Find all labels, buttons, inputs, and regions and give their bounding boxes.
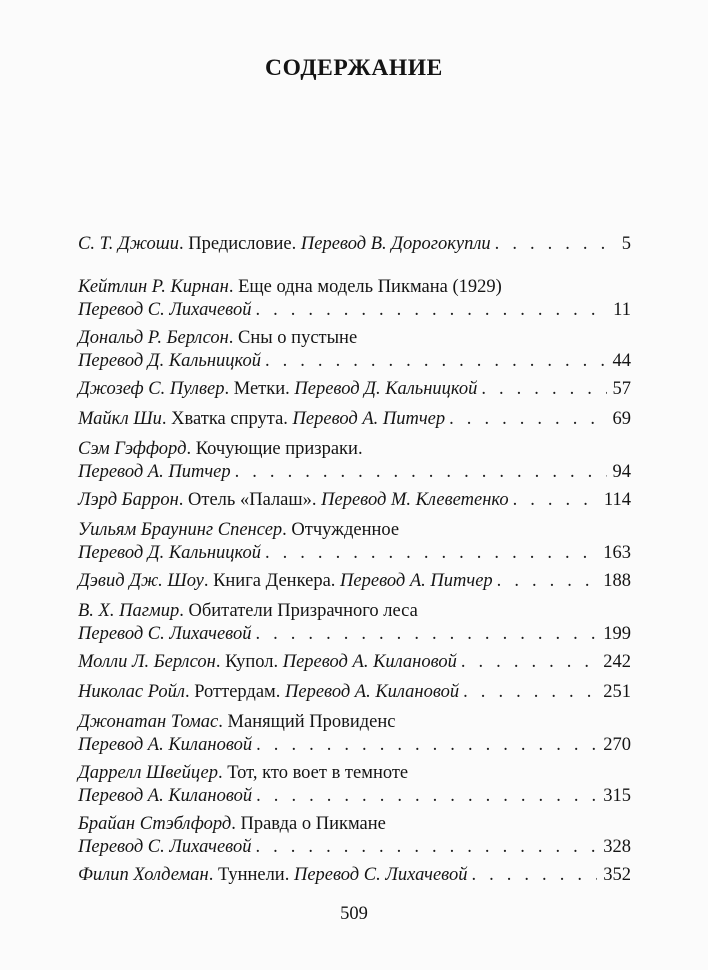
toc-entry: Филип Холдеман . Туннели. Перевод С. Лихачевой . . . 352 (78, 864, 631, 886)
page-number: 509 (340, 904, 368, 924)
dot-leader (463, 681, 597, 703)
entry-author: С. Т. Джоши (78, 234, 179, 254)
dot-leader (255, 623, 597, 645)
page-title: СОДЕРЖАНИЕ (265, 55, 443, 81)
entry-title: Отель «Палаш». (188, 490, 317, 510)
dot-leader (255, 836, 597, 858)
entry-translator: Перевод А. Килановой (285, 682, 460, 702)
dot-leader (256, 734, 597, 756)
entry-translator: Перевод А. Килановой (78, 735, 253, 755)
entry-author: Молли Л. Берлсон (78, 652, 216, 672)
entry-author: Лэрд Баррон (78, 490, 179, 510)
toc-entry: Кейтлин Р. Кирнан . Еще одна модель Пикмана (1929) Перевод С. Лихачевой . . . 11 (78, 276, 631, 321)
dot-leader (449, 408, 606, 430)
dot-leader (256, 785, 597, 807)
entry-translator: Перевод А. Килановой (282, 652, 457, 672)
toc-entry: Даррелл Швейцер . Тот, кто воет в темноте Перевод А. Килановой . . . 315 (78, 762, 631, 807)
dot-leader (265, 542, 597, 564)
entry-translator: Перевод А. Питчер (78, 462, 231, 482)
entry-title: Хватка спрута. (171, 409, 288, 429)
entry-page: 251 (603, 682, 631, 702)
toc-entry: Дэвид Дж. Шоу . Книга Денкера. Перевод А. Питчер . . . 188 (78, 570, 631, 592)
entry-page: 44 (612, 351, 631, 371)
entry-author: Даррелл Швейцер (78, 763, 218, 783)
entry-page: 270 (603, 735, 631, 755)
entry-page: 114 (603, 490, 631, 510)
dot-leader (255, 299, 607, 321)
entry-author: Дэвид Дж. Шоу (78, 571, 204, 591)
entry-page: 188 (603, 571, 631, 591)
entry-translator: Перевод С. Лихачевой (293, 865, 468, 885)
entry-title: Обитатели Призрачного леса (188, 601, 418, 621)
dot-leader (481, 378, 606, 400)
entry-title: Тот, кто воет в темноте (227, 763, 409, 783)
entry-title: Купол. (225, 652, 279, 672)
entry-translator: Перевод Д. Кальницкой (78, 543, 261, 563)
entry-author: Сэм Гэффорд (78, 439, 187, 459)
entry-translator: Перевод А. Питчер (292, 409, 446, 429)
entry-translator: Перевод А. Килановой (78, 786, 253, 806)
entry-title: Еще одна модель Пикмана (1929) (238, 277, 502, 297)
entry-title: Правда о Пикмане (240, 814, 386, 834)
entry-title: Кочующие призраки. (195, 439, 363, 459)
entry-page: 94 (612, 462, 631, 482)
entry-translator: Перевод С. Лихачевой (78, 300, 252, 320)
toc-entry: Николас Ройл . Роттердам. Перевод А. Килановой . . . 251 (78, 681, 631, 703)
entry-author: Дональд Р. Берлсон (78, 328, 229, 348)
toc-entry: Уильям Браунинг Спенсер . Отчужденное Перевод Д. Кальницкой . . . 163 (78, 519, 631, 564)
entry-title: Туннели. (217, 865, 290, 885)
entry-page: 315 (603, 786, 631, 806)
entry-author: В. Х. Пагмир (78, 601, 180, 621)
entry-author: Джозеф С. Пулвер (78, 379, 225, 399)
entry-title: Предисловие. (188, 234, 297, 254)
entry-page: 163 (603, 543, 631, 563)
entry-translator: Перевод Д. Кальницкой (78, 351, 261, 371)
dot-leader (497, 570, 598, 592)
entry-author: Филип Холдеман (78, 865, 209, 885)
entry-translator: Перевод Д. Кальницкой (294, 379, 478, 399)
dot-leader (495, 233, 616, 255)
entry-author: Майкл Ши (78, 409, 162, 429)
toc-entry: Джонатан Томас . Манящий Провиденс Перевод А. Килановой . . . 270 (78, 711, 631, 756)
dot-leader (235, 461, 607, 483)
entry-title: Отчужденное (291, 520, 400, 540)
entry-page: 199 (603, 624, 631, 644)
entry-page: 69 (612, 409, 631, 429)
dot-leader (471, 864, 597, 886)
entry-translator: Перевод А. Питчер (340, 571, 493, 591)
entry-author: Уильям Браунинг Спенсер (78, 520, 283, 540)
toc-entry: Сэм Гэффорд . Кочующие призраки. Перевод А. Питчер . . . 94 (78, 438, 631, 483)
toc-entry: Брайан Стэблфорд . Правда о Пикмане Перевод С. Лихачевой . . . 328 (78, 813, 631, 858)
entry-title: Манящий Провиденс (227, 712, 396, 732)
entry-translator: Перевод С. Лихачевой (78, 837, 252, 857)
entry-title: Роттердам. (194, 682, 281, 702)
toc-entry: Дональд Р. Берлсон . Сны о пустыне Перевод Д. Кальницкой . . . 44 (78, 327, 631, 372)
dot-leader (265, 350, 607, 372)
entry-translator: Перевод М. Клеветенко (321, 490, 509, 510)
entry-page: 352 (603, 865, 631, 885)
entry-translator: Перевод С. Лихачевой (78, 624, 252, 644)
entry-page: 57 (612, 379, 631, 399)
dot-leader (513, 489, 598, 511)
entry-page: 5 (621, 234, 631, 254)
toc-entry: Майкл Ши . Хватка спрута. Перевод А. Питчер . . . 69 (78, 408, 631, 430)
toc-entry: С. Т. Джоши . Предисловие. Перевод В. Дорогокупли . . . 5 (78, 233, 631, 255)
toc-entry: Джозеф С. Пулвер . Метки. Перевод Д. Кальницкой . . . 57 (78, 378, 631, 400)
entry-title: Метки. (233, 379, 290, 399)
entry-author: Джонатан Томас (78, 712, 219, 732)
entry-author: Николас Ройл (78, 682, 185, 702)
entry-page: 242 (603, 652, 631, 672)
dot-leader (461, 651, 597, 673)
toc-entry: В. Х. Пагмир . Обитатели Призрачного леса Перевод С. Лихачевой . . . 199 (78, 600, 631, 645)
entry-title: Книга Денкера. (213, 571, 336, 591)
entry-page: 11 (613, 300, 631, 320)
toc-entry: Молли Л. Берлсон . Купол. Перевод А. Килановой . . . 242 (78, 651, 631, 673)
toc-entry: Лэрд Баррон . Отель «Палаш». Перевод М. Клеветенко . . . 114 (78, 489, 631, 511)
entry-translator: Перевод В. Дорогокупли (300, 234, 491, 254)
entry-title: Сны о пустыне (238, 328, 358, 348)
entry-author: Брайан Стэблфорд (78, 814, 232, 834)
entry-author: Кейтлин Р. Кирнан (78, 277, 229, 297)
entry-page: 328 (603, 837, 631, 857)
